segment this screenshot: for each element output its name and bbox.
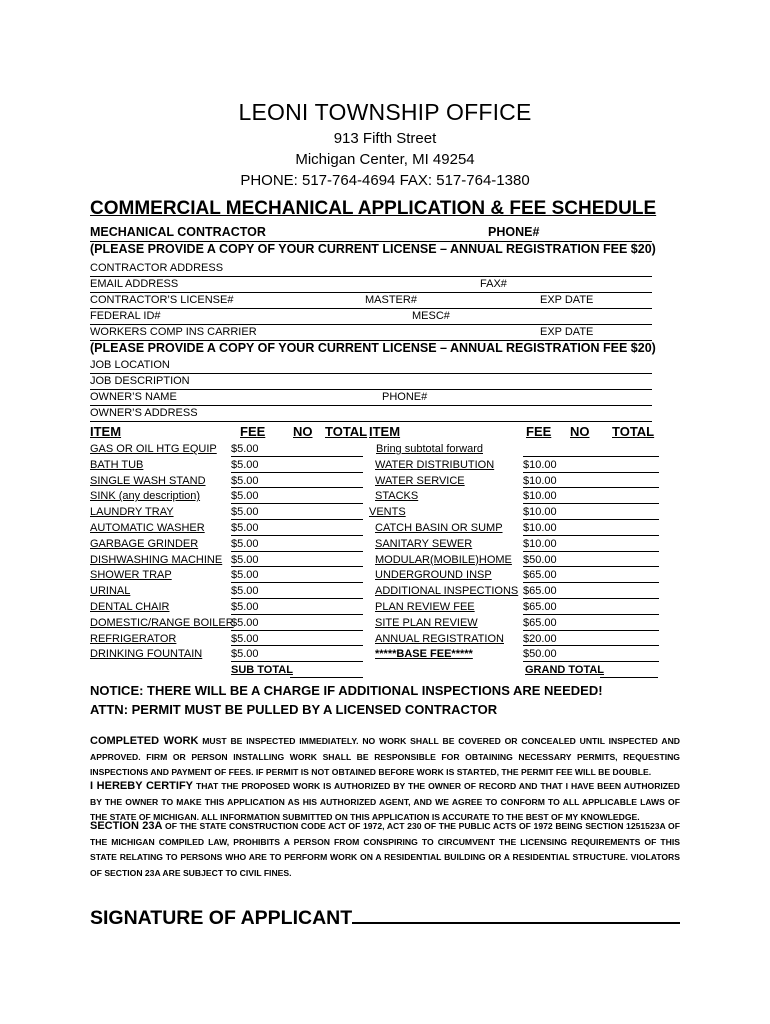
fee-item-entry-line-right[interactable] bbox=[523, 582, 659, 583]
fee-item-entry-line-right[interactable] bbox=[523, 551, 659, 552]
fee-item-fee: $5.00 bbox=[231, 474, 259, 487]
fee-table-row bbox=[90, 632, 660, 648]
fee-item-entry-line[interactable] bbox=[231, 661, 363, 662]
fee-item-name-right: MODULAR(MOBILE)HOME bbox=[375, 553, 512, 566]
header-total: TOTAL bbox=[325, 424, 368, 439]
licensed-contractor-notice: ATTN: PERMIT MUST BE PULLED BY A LICENSED CONTRACTOR bbox=[90, 702, 498, 717]
signature-block bbox=[90, 904, 690, 931]
workers-comp-label: WORKERS COMP INS CARRIER bbox=[90, 326, 257, 338]
signature-label: SIGNATURE OF APPLICANT bbox=[90, 907, 353, 929]
workers-comp-field[interactable] bbox=[90, 325, 652, 341]
master-label: MASTER# bbox=[365, 294, 417, 306]
fee-item-entry-line-right[interactable] bbox=[523, 614, 659, 615]
fee-item-name: SHOWER TRAP bbox=[90, 569, 172, 582]
fee-table-row bbox=[90, 568, 660, 584]
fee-item-fee: $5.00 bbox=[231, 443, 259, 455]
fee-item-fee-right: $10.00 bbox=[523, 506, 557, 519]
fee-item-fee-right: $50.00 bbox=[523, 648, 557, 661]
fee-item-name-right: STACKS bbox=[375, 490, 419, 503]
fee-item-fee: $5.00 bbox=[231, 506, 259, 519]
fee-item-entry-line[interactable] bbox=[231, 551, 363, 552]
fee-item-fee-right: $10.00 bbox=[523, 537, 557, 550]
header-total-2: TOTAL bbox=[612, 424, 655, 439]
fee-item-entry-line-right[interactable] bbox=[523, 487, 659, 488]
fee-table-row bbox=[90, 474, 660, 490]
fee-item-name-right: VENTS bbox=[369, 506, 406, 519]
fee-item-fee-right: $65.00 bbox=[523, 569, 557, 582]
fee-item-fee: $5.00 bbox=[231, 553, 259, 566]
email-address-field[interactable] bbox=[90, 277, 652, 293]
fee-item-fee-right: $65.00 bbox=[523, 600, 557, 613]
sub-total-label: SUB TOTAL bbox=[231, 664, 293, 677]
fee-item-entry-line[interactable] bbox=[231, 487, 363, 488]
federal-id-field[interactable] bbox=[90, 309, 652, 325]
fee-item-name-right: ANNUAL REGISTRATION bbox=[375, 632, 504, 645]
fee-item-name: DOMESTIC/RANGE BOILER bbox=[90, 616, 234, 629]
fee-table-row bbox=[90, 584, 660, 600]
certify-body: THAT THE PROPOSED WORK IS AUTHORIZED BY THE OWNER OF RECORD AND THAT I HAVE BEEN AUTHORIZED BY THE OWNER TO MAKE THIS APPLICATION AS HIS AUTHORIZED AGENT, AND WE AGREE TO CONFORM TO ALL APPLICABLE LAWS OF THE STATE OF MICHIGAN. ALL INFORMATION SUBMITTED ON THIS APPLICATION IS ACCURATE TO THE BEST OF MY KNOWLEDGE. bbox=[90, 781, 680, 822]
fee-table-row bbox=[90, 553, 660, 569]
fee-item-name: GAS OR OIL HTG EQUIP bbox=[90, 443, 217, 455]
fee-item-fee: $5.00 bbox=[231, 616, 259, 629]
fee-item-name: URINAL bbox=[90, 585, 131, 598]
fee-item-entry-line[interactable] bbox=[231, 598, 363, 599]
license-note-text: (PLEASE PROVIDE A COPY OF YOUR CURRENT LICENSE – ANNUAL REGISTRATION FEE $20) bbox=[90, 242, 656, 256]
job-license-note bbox=[90, 341, 656, 358]
fee-item-name: DRINKING FOUNTAIN bbox=[90, 648, 203, 661]
fee-item-entry-line[interactable] bbox=[231, 519, 363, 520]
fee-item-fee-right: $65.00 bbox=[523, 616, 557, 629]
fee-item-fee: $5.00 bbox=[231, 521, 259, 534]
contractor-address-field[interactable] bbox=[90, 261, 652, 277]
fee-item-entry-line[interactable] bbox=[231, 503, 363, 504]
fee-table-row bbox=[90, 600, 660, 616]
fax-label: FAX# bbox=[480, 278, 507, 290]
fee-item-name: DENTAL CHAIR bbox=[90, 600, 170, 613]
fee-item-name-right: CATCH BASIN OR SUMP bbox=[375, 521, 503, 534]
additional-inspections-notice: NOTICE: THERE WILL BE A CHARGE IF ADDITIONAL INSPECTIONS ARE NEEDED! bbox=[90, 683, 603, 698]
notices bbox=[90, 681, 690, 719]
fee-item-name-right: ADDITIONAL INSPECTIONS bbox=[375, 585, 519, 598]
fee-item-fee-right: $20.00 bbox=[523, 632, 557, 645]
certify-lead: I HEREBY CERTIFY bbox=[90, 780, 194, 792]
fee-item-entry-line[interactable] bbox=[231, 456, 363, 457]
completed-work-body: MUST BE INSPECTED IMMEDIATELY. NO WORK SHALL BE COVERED OR CONCEALED UNTIL INSPECTED AND APPROVED. FIRM OR PERSON INSTALLING WORK SHALL BE RESPONSIBLE FOR OBTAINING NECESSARY PERMITS, REQUESTING INSPECTIONS AND PAYMENT OF FEES. IF PERMIT IS NOT OBTAINED BEFORE WORK IS STARTED, THE PERMIT FEE WILL BE DOUBLE. bbox=[90, 736, 680, 777]
federal-id-label: FEDERAL ID# bbox=[90, 310, 161, 322]
fee-item-entry-line-right[interactable] bbox=[523, 519, 659, 520]
fee-item-fee-right: $65.00 bbox=[523, 585, 557, 598]
fee-item-entry-line[interactable] bbox=[231, 630, 363, 631]
license-note bbox=[90, 242, 656, 259]
fee-item-entry-line-right[interactable] bbox=[523, 472, 659, 473]
sub-total-line[interactable] bbox=[290, 677, 363, 678]
mechanical-contractor-label: MECHANICAL CONTRACTOR bbox=[90, 225, 266, 239]
fee-item-entry-line-right[interactable] bbox=[523, 566, 659, 567]
fee-item-name: AUTOMATIC WASHER bbox=[90, 521, 205, 534]
fee-item-fee: $5.00 bbox=[231, 585, 259, 598]
fee-item-fee: $5.00 bbox=[231, 490, 259, 503]
fee-table-row bbox=[90, 647, 660, 663]
header-fee-2: FEE bbox=[526, 424, 552, 439]
fee-item-fee-right: $10.00 bbox=[523, 474, 557, 487]
header-fee: FEE bbox=[240, 424, 266, 439]
fee-item-entry-line[interactable] bbox=[231, 582, 363, 583]
fee-item-entry-line-right[interactable] bbox=[523, 456, 659, 457]
fee-item-fee: $5.00 bbox=[231, 632, 259, 645]
fee-item-entry-line-right[interactable] bbox=[523, 598, 659, 599]
fee-item-name: REFRIGERATOR bbox=[90, 632, 177, 645]
fee-item-name: LAUNDRY TRAY bbox=[90, 506, 174, 519]
fee-item-name-right: SITE PLAN REVIEW bbox=[375, 616, 478, 629]
fee-item-entry-line-right[interactable] bbox=[523, 661, 659, 662]
fee-item-fee: $5.00 bbox=[231, 458, 259, 471]
job-location-label: JOB LOCATION bbox=[90, 359, 170, 371]
fee-item-name: DISHWASHING MACHINE bbox=[90, 553, 223, 566]
form-title: COMMERCIAL MECHANICAL APPLICATION & FEE SCHEDULE bbox=[90, 198, 657, 219]
contractor-address-label: CONTRACTOR ADDRESS bbox=[90, 262, 224, 274]
fee-item-entry-line[interactable] bbox=[231, 645, 363, 646]
fee-item-name-right: UNDERGROUND INSP bbox=[375, 569, 492, 582]
owner-address-field[interactable] bbox=[90, 406, 652, 422]
section-23a-paragraph bbox=[90, 819, 680, 881]
signature-line[interactable] bbox=[352, 904, 680, 924]
office-phone-fax: PHONE: 517-764-4694 FAX: 517-764-1380 bbox=[240, 172, 530, 189]
fee-item-name-right: WATER SERVICE bbox=[375, 474, 465, 487]
office-street: 913 Fifth Street bbox=[333, 130, 437, 147]
fee-item-entry-line[interactable] bbox=[231, 614, 363, 615]
job-license-note-text: (PLEASE PROVIDE A COPY OF YOUR CURRENT LICENSE – ANNUAL REGISTRATION FEE $20) bbox=[90, 341, 656, 355]
fee-item-name-right: WATER DISTRIBUTION bbox=[375, 458, 495, 471]
fee-table-row bbox=[90, 521, 660, 537]
fee-item-fee-right: $10.00 bbox=[523, 490, 557, 503]
job-description-label: JOB DESCRIPTION bbox=[90, 375, 190, 387]
fee-table bbox=[90, 424, 660, 679]
office-city: Michigan Center, MI 49254 bbox=[295, 151, 475, 168]
fee-item-name-right: PLAN REVIEW FEE bbox=[375, 600, 475, 613]
header-no-2: NO bbox=[570, 424, 590, 439]
fee-item-name-right: *****BASE FEE***** bbox=[375, 648, 473, 661]
fee-item-entry-line[interactable] bbox=[231, 535, 363, 536]
office-name: LEONI TOWNSHIP OFFICE bbox=[238, 99, 532, 125]
fee-item-fee-right: $10.00 bbox=[523, 521, 557, 534]
fee-item-name: SINK (any description) bbox=[90, 490, 201, 503]
job-location-field[interactable] bbox=[90, 358, 652, 374]
fee-table-row bbox=[90, 616, 660, 632]
owner-name-field[interactable] bbox=[90, 390, 652, 406]
fee-table-row bbox=[90, 537, 660, 553]
fee-table-row bbox=[90, 442, 660, 458]
fee-item-name: BATH TUB bbox=[90, 458, 144, 471]
fee-item-name: GARBAGE GRINDER bbox=[90, 537, 199, 550]
fee-item-entry-line-right[interactable] bbox=[523, 503, 659, 504]
fee-item-name-right: SANITARY SEWER bbox=[375, 537, 473, 550]
fee-item-entry-line[interactable] bbox=[231, 566, 363, 567]
fee-item-fee: $5.00 bbox=[231, 600, 259, 613]
fee-table-row bbox=[90, 489, 660, 505]
completed-work-lead: COMPLETED WORK bbox=[90, 735, 199, 747]
grand-total-line[interactable] bbox=[600, 677, 658, 678]
completed-work-paragraph bbox=[90, 734, 680, 781]
fee-item-name-right: Bring subtotal forward bbox=[376, 443, 483, 455]
grand-total-label: GRAND TOTAL bbox=[525, 664, 605, 677]
fee-rows bbox=[90, 442, 660, 663]
header-item: ITEM bbox=[90, 424, 122, 439]
fee-item-entry-line-right[interactable] bbox=[523, 535, 659, 536]
fee-item-fee-right: $50.00 bbox=[523, 553, 557, 566]
fee-item-entry-line-right[interactable] bbox=[523, 645, 659, 646]
owner-phone-label: PHONE# bbox=[382, 391, 428, 403]
office-header bbox=[0, 96, 770, 191]
exp-date-label-2: EXP DATE bbox=[540, 326, 594, 338]
fee-item-entry-line-right[interactable] bbox=[523, 630, 659, 631]
fee-table-row bbox=[90, 505, 660, 521]
contractor-license-field[interactable] bbox=[90, 293, 652, 309]
owner-address-label: OWNER’S ADDRESS bbox=[90, 407, 198, 419]
fee-item-fee: $5.00 bbox=[231, 569, 259, 582]
mechanical-contractor-field[interactable] bbox=[90, 225, 652, 242]
owner-name-label: OWNER’S NAME bbox=[90, 391, 177, 403]
header-item-2: ITEM bbox=[369, 424, 401, 439]
fee-item-fee-right: $10.00 bbox=[523, 458, 557, 471]
email-address-label: EMAIL ADDRESS bbox=[90, 278, 179, 290]
mesc-label: MESC# bbox=[412, 310, 450, 322]
section-23a-body: OF THE STATE CONSTRUCTION CODE ACT OF 1972, ACT 230 OF THE PUBLIC ACTS OF 1972 BEING SECTION 1251523A OF THE MICHIGAN COMPILED LAW, PROHIBITS A PERSON FROM CONSPIRING TO CIRCUMVENT THE LICENSING REQUIREMENTS OF THIS STATE RELATING TO PERSONS WHO ARE TO PERFORM WORK ON A RESIDENTIAL BUILDING OR A RESIDENTIAL STRUCTURE. VIOLATORS OF SECTION 23A ARE SUBJECT TO CIVIL FINES. bbox=[90, 821, 680, 878]
contractor-phone-label: PHONE# bbox=[488, 225, 540, 239]
contractor-license-label: CONTRACTOR’S LICENSE# bbox=[90, 294, 234, 306]
fee-item-name: SINGLE WASH STAND bbox=[90, 474, 206, 487]
fee-item-entry-line[interactable] bbox=[231, 472, 363, 473]
exp-date-label: EXP DATE bbox=[540, 294, 594, 306]
totals-row bbox=[90, 663, 660, 679]
section-23a-lead: SECTION 23A bbox=[90, 820, 163, 832]
fee-item-fee: $5.00 bbox=[231, 537, 259, 550]
fee-table-row bbox=[90, 458, 660, 474]
header-no: NO bbox=[293, 424, 313, 439]
job-description-field[interactable] bbox=[90, 374, 652, 390]
fee-item-fee: $5.00 bbox=[231, 648, 259, 661]
fee-table-header bbox=[90, 424, 660, 442]
